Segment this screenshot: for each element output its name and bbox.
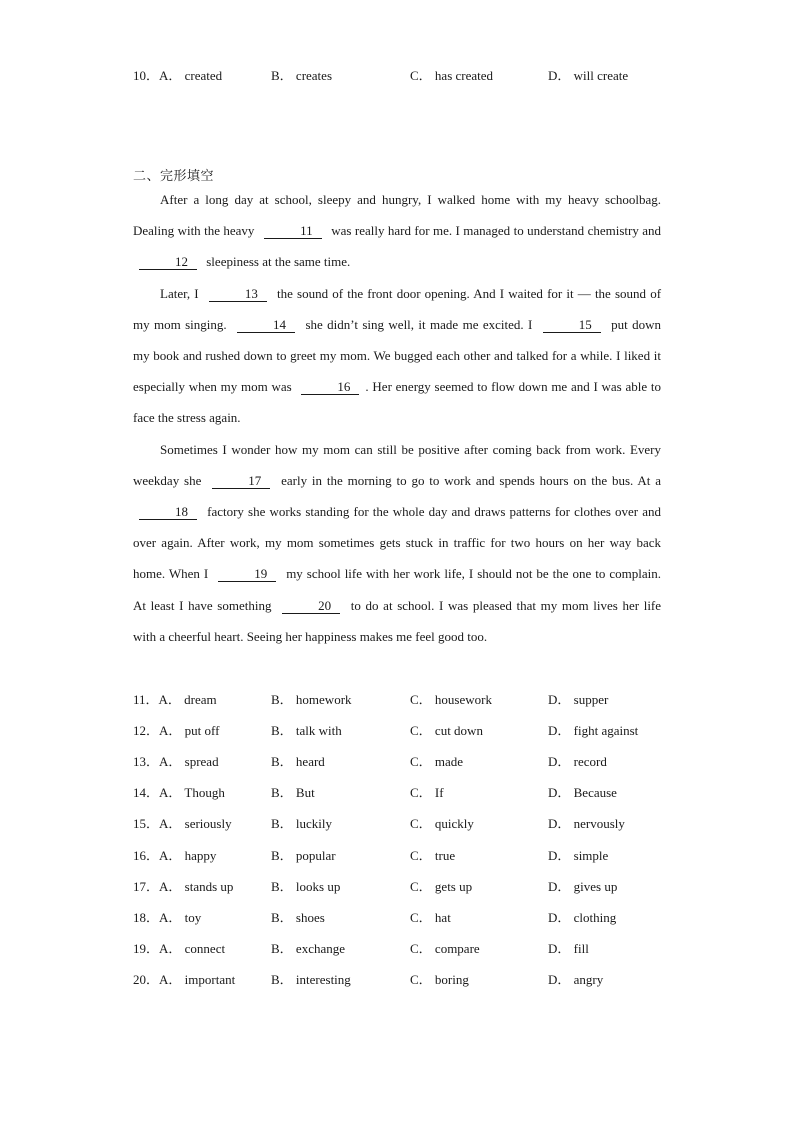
- option-a: 16．A． happy: [133, 848, 217, 863]
- blank-19: 19: [218, 566, 276, 582]
- option-c: C． quickly: [410, 816, 474, 831]
- blank-14: 14: [237, 317, 295, 333]
- question-18-options: [133, 908, 693, 928]
- option-a: 14．A． Though: [133, 785, 225, 800]
- question-20-options: [133, 970, 693, 990]
- blank-11: 11: [264, 223, 322, 239]
- option-a: 11．A． dream: [133, 692, 217, 707]
- blank-12: 12: [139, 254, 197, 270]
- option-c: C． made: [410, 754, 464, 769]
- blank-17: 17: [212, 473, 270, 489]
- option-c: C． boring: [410, 972, 469, 987]
- option-d: D． fill: [548, 941, 589, 956]
- question-11-options: [133, 690, 693, 710]
- option-a: 19．A． connect: [133, 941, 226, 956]
- option-d: D． clothing: [548, 910, 617, 925]
- blank-15: 15: [543, 317, 601, 333]
- option-b: B． talk with: [271, 723, 342, 738]
- passage-paragraph-2: Later, I 13 the sound of the front door opening. And I waited for it — the sound of my mom singing. 14 she didn’t sing well, it made me excited. I 15 put down my book and rushed down to greet my mom. We bugged each other and talked for a while. I liked it especially when my mom was 16 . Her energy seemed to flow down me and I was able to face the stress again.: [133, 285, 662, 426]
- passage-paragraph-1: After a long day at school, sleepy and hungry, I walked home with my heavy schoolbag. Dealing with the heavy 11 was really hard for me. I managed to understand chemistry and 12 sleepiness at the same time.: [133, 192, 662, 270]
- option-c: C． housework: [410, 692, 492, 707]
- option-d: D． gives up: [548, 879, 618, 894]
- question-19-options: [133, 939, 693, 959]
- option-d: D． nervously: [548, 816, 625, 831]
- option-d: D． record: [548, 754, 607, 769]
- option-d: D． fight against: [548, 723, 639, 738]
- blank-18: 18: [139, 504, 197, 520]
- question-10-option-c: C． has created: [410, 68, 494, 83]
- question-10-option-d: D． will create: [548, 68, 629, 83]
- option-d: D． supper: [548, 692, 609, 707]
- option-b: B． heard: [271, 754, 325, 769]
- option-d: D． Because: [548, 785, 617, 800]
- option-c: C． gets up: [410, 879, 473, 894]
- passage-paragraph-3: Sometimes I wonder how my mom can still be positive after coming back from work. Every weekday she 17 early in the morning to go to work and spends hours on the bus. At a 18 factory she works standing for the whole day and draws patterns for clothes over and over again. After work, my mom sometimes gets stuck in traffic for two hours on her way back home. When I 19 my school life with her work life, I should not be the one to complain. At least I have something 20 to do at school. I was pleased that my mom lives her life with a cheerful heart. Seeing her happiness makes me feel good too.: [133, 441, 662, 644]
- section-title: 二、完形填空: [133, 169, 215, 184]
- option-a: 13．A． spread: [133, 754, 219, 769]
- option-b: B． homework: [271, 692, 352, 707]
- question-15-options: [133, 814, 693, 834]
- option-a: 17．A． stands up: [133, 879, 234, 894]
- question-17-options: [133, 877, 693, 897]
- option-c: C． cut down: [410, 723, 483, 738]
- cloze-passage: [133, 184, 661, 652]
- option-a: 15．A． seriously: [133, 816, 232, 831]
- blank-20: 20: [282, 598, 340, 614]
- option-a: 20．A． important: [133, 972, 236, 987]
- option-b: B． shoes: [271, 910, 325, 925]
- question-16-options: [133, 846, 693, 866]
- option-b: B． exchange: [271, 941, 346, 956]
- option-a: 12．A． put off: [133, 723, 220, 738]
- option-c: C． If: [410, 785, 444, 800]
- blank-13: 13: [209, 286, 267, 302]
- question-12-options: [133, 721, 693, 741]
- option-a: 18．A． toy: [133, 910, 202, 925]
- option-c: C． hat: [410, 910, 451, 925]
- question-10-option-b: B． creates: [271, 68, 333, 83]
- blank-16: 16: [301, 379, 359, 395]
- option-b: B． But: [271, 785, 315, 800]
- option-b: B． popular: [271, 848, 336, 863]
- option-b: B． luckily: [271, 816, 333, 831]
- option-b: B． interesting: [271, 972, 351, 987]
- option-c: C． compare: [410, 941, 480, 956]
- option-d: D． simple: [548, 848, 609, 863]
- option-b: B． looks up: [271, 879, 341, 894]
- question-10-options: [133, 66, 693, 86]
- option-c: C． true: [410, 848, 456, 863]
- question-10-option-a: 10．A． created: [133, 68, 223, 83]
- question-14-options: [133, 783, 693, 803]
- question-13-options: [133, 752, 693, 772]
- option-d: D． angry: [548, 972, 604, 987]
